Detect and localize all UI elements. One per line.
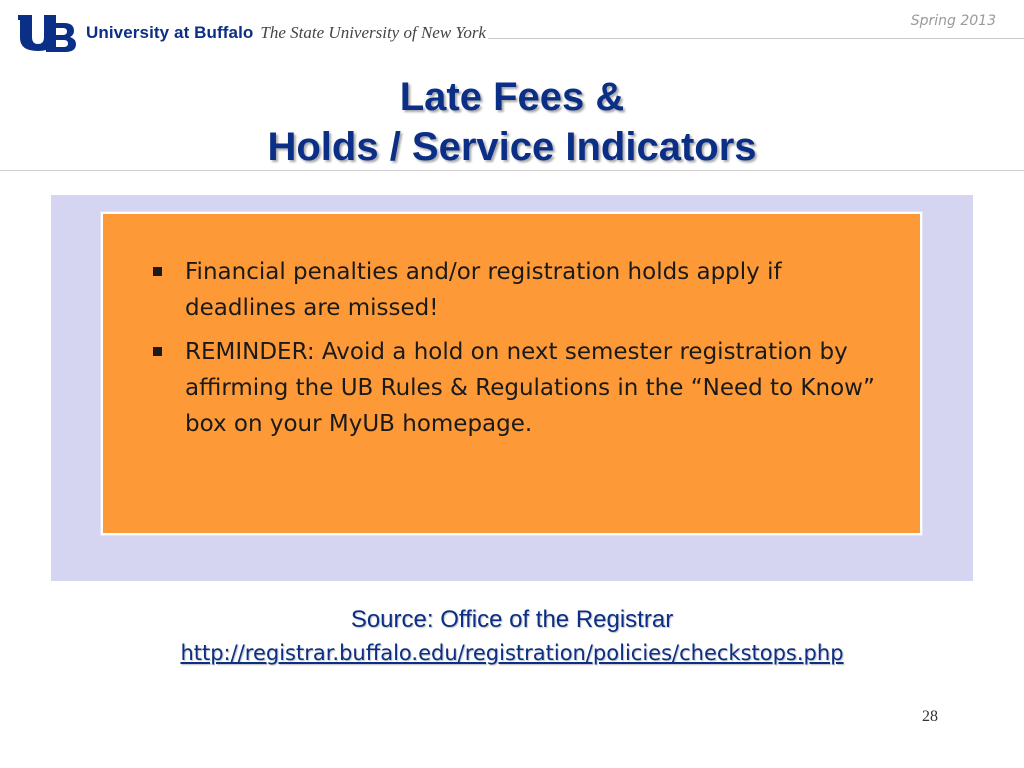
bullet-list (149, 254, 889, 450)
bullet-item (149, 254, 889, 326)
slide-title-line-1: Late Fees & (399, 75, 625, 119)
slide-title-line-2: Holds / Service Indicators (267, 125, 757, 169)
slide-title (0, 72, 1024, 172)
square-bullet-icon (153, 267, 162, 276)
bullet-text: Financial penalties and/or registration holds apply if deadlines are missed! (185, 259, 782, 321)
callout-box (101, 212, 922, 535)
header-divider (488, 38, 1024, 39)
ub-logo-icon (16, 13, 78, 53)
university-tagline: The State University of New York (260, 23, 486, 42)
bullet-text: REMINDER: Avoid a hold on next semester registration by affirming the UB Rules & Regulations in the “Need to Know” box on your MyUB homepage. (185, 339, 875, 437)
university-name: University at Buffalo (86, 23, 254, 42)
square-bullet-icon (153, 347, 162, 356)
page-number: 28 (922, 708, 938, 725)
university-branding (16, 13, 486, 53)
term-label: Spring 2013 (910, 13, 996, 29)
source-label: Source: Office of the Registrar (350, 606, 674, 633)
bullet-item (149, 334, 889, 442)
title-divider (0, 170, 1024, 171)
source-link[interactable]: http://registrar.buffalo.edu/registration/policies/checkstops.php (180, 641, 844, 665)
content-panel (51, 195, 973, 581)
